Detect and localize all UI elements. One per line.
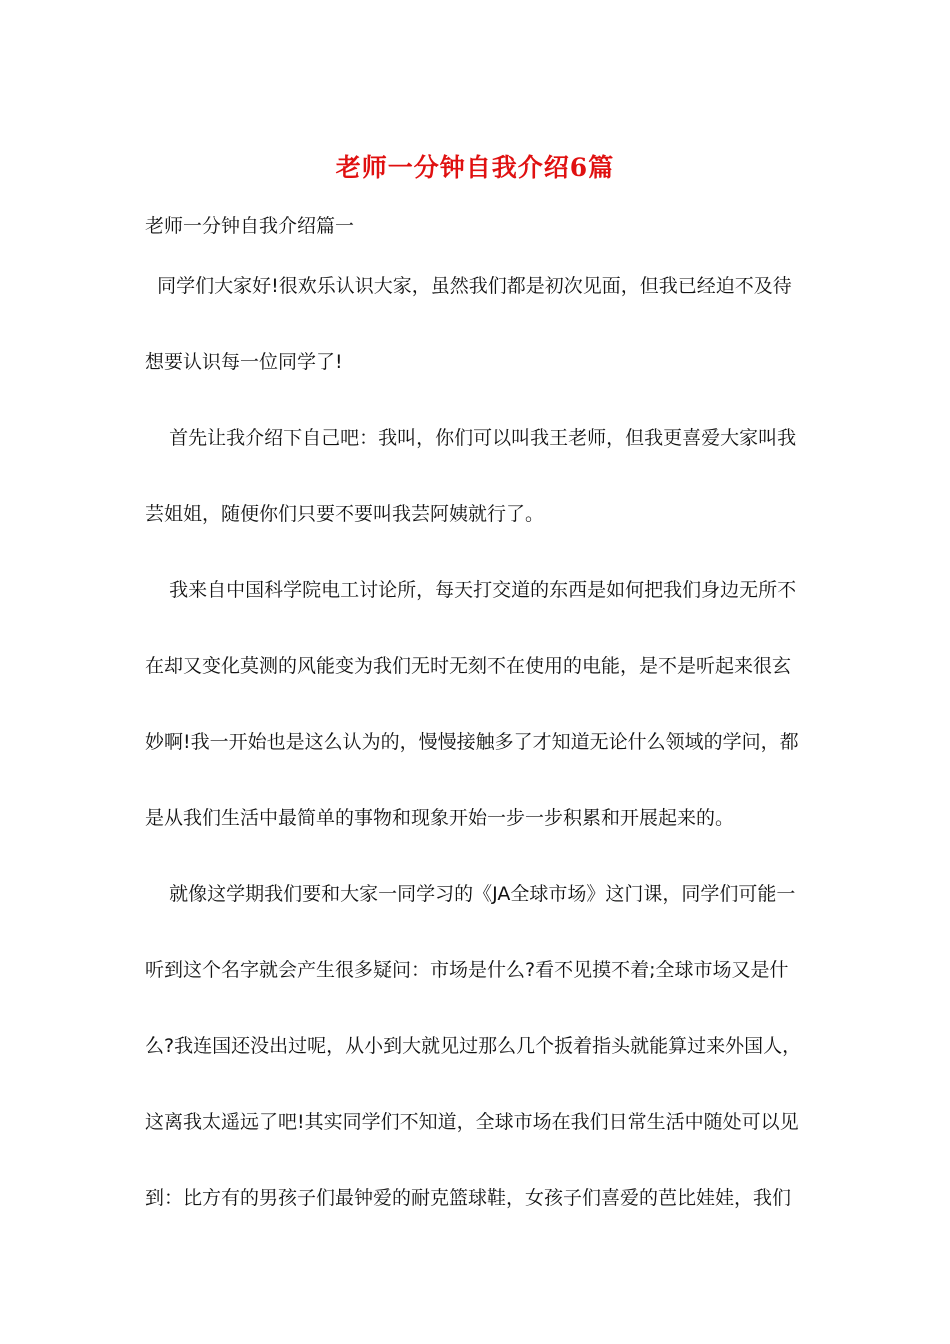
section-heading: 老师一分钟自我介绍篇一 [145,215,355,237]
text-line: 听到这个名字就会产生很多疑问：市场是什么?看不见摸不着;全球市场又是什 [145,959,789,981]
text-line: 这离我太遥远了吧!其实同学们不知道，全球市场在我们日常生活中随处可以见 [145,1111,799,1133]
text-line: 我来自中国科学院电工讨论所，每天打交道的东西是如何把我们身边无所不 [145,579,797,601]
text-line: 到：比方有的男孩子们最钟爱的耐克篮球鞋，女孩子们喜爱的芭比娃娃，我们 [145,1187,792,1209]
text-line: 首先让我介绍下自己吧：我叫，你们可以叫我王老师，但我更喜爱大家叫我 [145,427,797,449]
text-line: 么?我连国还没出过呢，从小到大就见过那么几个扳着指头就能算过来外国人， [145,1035,802,1057]
text-line: 就像这学期我们要和大家一同学习的《JA全球市场》这门课，同学们可能一 [145,883,796,905]
text-line: 是从我们生活中最简单的事物和现象开始一步一步积累和开展起来的。 [145,807,735,829]
text-line: 妙啊!我一开始也是这么认为的，慢慢接触多了才知道无论什么领域的学问，都 [145,731,799,753]
text-line: 芸姐姐，随便你们只要不要叫我芸阿姨就行了。 [145,503,545,525]
document-title: 老师一分钟自我介绍6篇 [335,153,615,182]
text-line: 同学们大家好!很欢乐认识大家，虽然我们都是初次见面，但我已经迫不及待 [145,275,792,297]
document-body [145,266,810,1254]
text-line: 在却又变化莫测的风能变为我们无时无刻不在使用的电能，是不是听起来很玄 [145,655,792,677]
text-line: 想要认识每一位同学了! [145,351,343,373]
